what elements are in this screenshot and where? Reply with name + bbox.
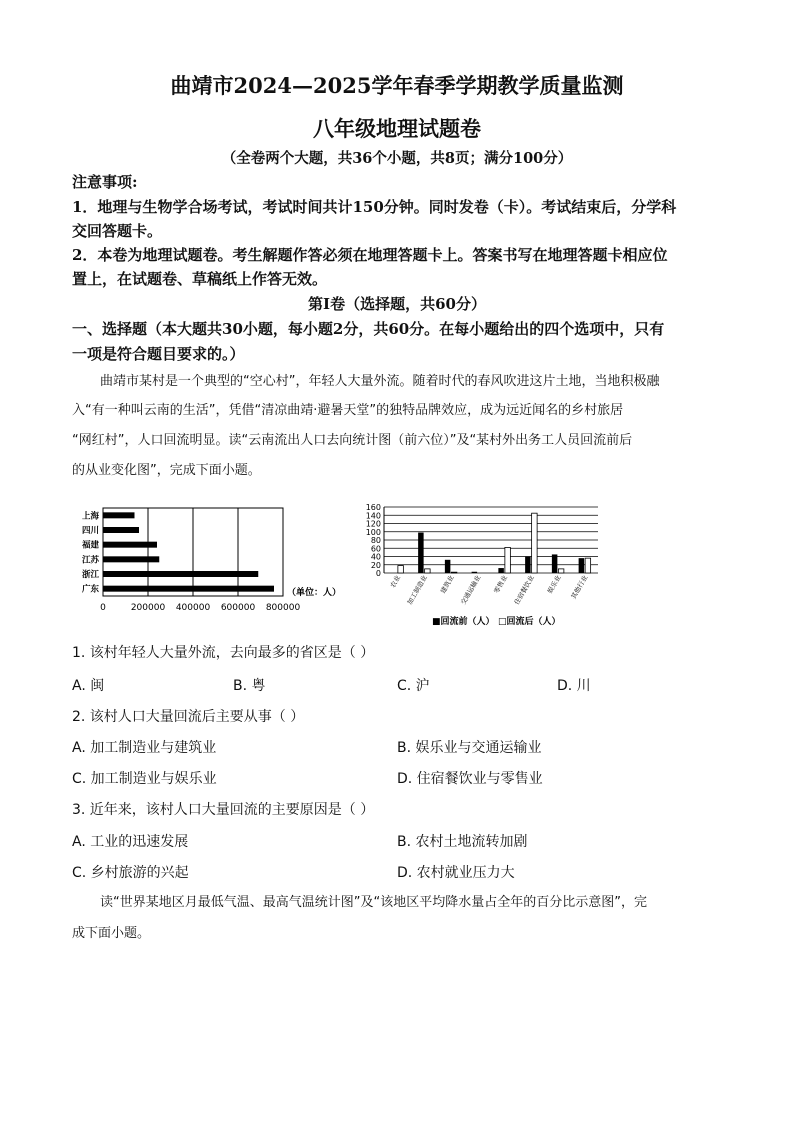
- bar-before: [498, 568, 504, 573]
- bar-before: [579, 558, 585, 573]
- bar-after: [585, 558, 591, 573]
- bar-after: [398, 566, 404, 573]
- legend-after: □回流后（人）: [498, 617, 561, 627]
- notice-item2-line1: 2．本卷为地理试题卷。考生解题作答必须在地理答题卡上。答案书写在地理答题卡相应位: [72, 246, 668, 264]
- x-tick-label: 建筑业: [438, 574, 456, 595]
- question-2-option-a[interactable]: A. 加工制造业与建筑业: [72, 740, 217, 756]
- notice-item2-line2: 置上，在试题卷、草稿纸上作答无效。: [72, 270, 328, 288]
- question-1-stem: 1. 该村年轻人大量外流，去向最多的省区是（ ）: [72, 645, 375, 661]
- section-instruction-line2: 一项是符合题目要求的。）: [72, 345, 245, 363]
- notice-heading: 注意事项:: [72, 173, 138, 191]
- bar: [103, 542, 157, 548]
- bar-after: [558, 569, 564, 573]
- question-3-option-b[interactable]: B. 农村土地流转加剧: [397, 834, 528, 850]
- question-3-option-c[interactable]: C. 乡村旅游的兴起: [72, 865, 189, 881]
- x-tick-label: 娱乐业: [545, 574, 563, 595]
- x-tick-label: 200000: [130, 603, 166, 613]
- section-instruction-line1: 一、选择题（本大题共30小题，每小题2分，共60分。在每小题给出的四个选项中，只有: [72, 320, 665, 338]
- bar-before: [445, 560, 451, 573]
- bar: [103, 571, 258, 577]
- passage2-line2: 成下面小题。: [72, 926, 151, 941]
- bar: [103, 586, 274, 592]
- bar-before: [472, 572, 478, 573]
- notice-item1-line2: 交回答题卡。: [72, 222, 163, 240]
- bar-after: [505, 547, 511, 573]
- x-tick-label: 加工制造业: [405, 574, 429, 607]
- passage1-line2: 入“有一种叫云南的生活”，凭借“清凉曲靖·避暑天堂”的独特品牌效应，成为远近闻名的乡村旅居: [72, 403, 624, 418]
- y-tick-label: 江苏: [81, 555, 99, 566]
- x-tick-label: 400000: [175, 603, 211, 613]
- exam-title: 曲靖市2024—2025学年春季学期教学质量监测: [170, 73, 624, 98]
- y-tick-label: 40: [370, 552, 381, 562]
- y-tick-label: 20: [370, 560, 381, 570]
- y-tick-label: 0: [375, 569, 381, 578]
- outflow-destination-chart: [72, 500, 362, 622]
- bar-before: [525, 557, 531, 574]
- passage2-line1: 读“世界某地区月最低气温、最高气温统计图”及“该地区平均降水量占全年的百分比示意图”，完: [100, 895, 647, 910]
- bar-before: [418, 533, 424, 573]
- employment-change-chart: [362, 500, 606, 630]
- x-tick-label: 800000: [265, 603, 301, 613]
- question-1-option-a[interactable]: A. 闽: [72, 678, 105, 694]
- passage1-line4: 的从业变化图”，完成下面小题。: [72, 463, 261, 478]
- question-3-option-a[interactable]: A. 工业的迅速发展: [72, 834, 189, 850]
- x-tick-label: 600000: [220, 603, 256, 613]
- x-tick-label: 其他行业: [569, 574, 590, 601]
- bar: [103, 527, 139, 533]
- exam-subtitle: 八年级地理试题卷: [313, 116, 481, 141]
- bar: [103, 556, 159, 562]
- question-3-option-d[interactable]: D. 农村就业压力大: [397, 865, 515, 881]
- x-tick-label: 零售业: [492, 574, 510, 595]
- notice-item1-line1: 1．地理与生物学合场考试，考试时间共计150分钟。同时发卷（卡）。考试结束后，分学科: [72, 198, 677, 216]
- question-2-option-c[interactable]: C. 加工制造业与娱乐业: [72, 771, 217, 787]
- y-tick-label: 80: [370, 536, 381, 545]
- unit-note: （单位：人）: [287, 588, 342, 598]
- bar-before: [552, 554, 558, 573]
- x-tick-label: 农业: [388, 574, 403, 590]
- x-tick-label: 住宿餐饮业: [512, 574, 536, 607]
- bar-after: [532, 513, 538, 573]
- y-tick-label: 60: [370, 544, 381, 554]
- question-2-option-d[interactable]: D. 住宿餐饮业与零售业: [397, 771, 543, 787]
- y-tick-label: 上海: [81, 511, 99, 522]
- x-tick-label: 0: [100, 603, 106, 613]
- exam-scope: （全卷两个大题，共36个小题，共8页；满分100分）: [221, 150, 573, 167]
- question-1-option-b[interactable]: B. 粤: [233, 678, 266, 694]
- x-tick-label: 交通运输业: [459, 574, 483, 607]
- bar-after: [451, 572, 457, 573]
- y-tick-label: 120: [365, 519, 381, 529]
- y-tick-label: 福建: [81, 540, 99, 551]
- y-tick-label: 浙江: [81, 570, 99, 580]
- y-tick-label: 140: [365, 511, 381, 521]
- question-1-option-c[interactable]: C. 沪: [397, 678, 430, 694]
- y-tick-label: 100: [365, 527, 381, 537]
- y-tick-label: 四川: [81, 526, 99, 536]
- y-tick-label: 160: [365, 503, 381, 512]
- bar-after: [425, 569, 431, 573]
- legend-before: ■回流前（人）: [432, 617, 495, 627]
- y-tick-label: 广东: [81, 584, 99, 595]
- section-title: 第Ⅰ卷（选择题，共60分）: [308, 295, 486, 313]
- bar: [103, 512, 135, 518]
- question-1-option-d[interactable]: D. 川: [557, 678, 591, 694]
- passage1-line1: 曲靖市某村是一个典型的“空心村”，年轻人大量外流。随着时代的春风吹进这片土地，当地积极融: [100, 374, 660, 389]
- question-2-stem: 2. 该村人口大量回流后主要从事（ ）: [72, 709, 305, 725]
- question-3-stem: 3. 近年来，该村人口大量回流的主要原因是（ ）: [72, 802, 375, 818]
- passage1-line3: “网红村”，人口回流明显。读“云南流出人口去向统计图（前六位）”及“某村外出务工人员回流前后: [72, 433, 633, 448]
- question-2-option-b[interactable]: B. 娱乐业与交通运输业: [397, 740, 542, 756]
